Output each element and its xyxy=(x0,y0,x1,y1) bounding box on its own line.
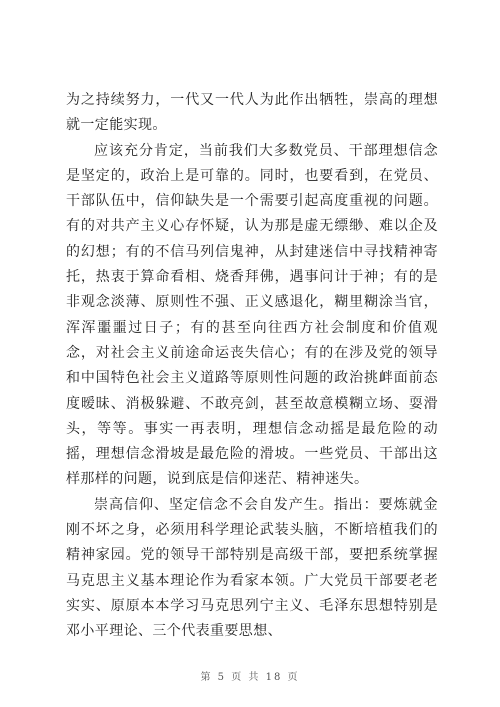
paragraph-1: 为之持续努力，一代又一代人为此作出牺牲，崇高的理想就一定能实现。 xyxy=(66,92,438,134)
document-body xyxy=(66,88,438,645)
page-number-footer: 第 5 页 共 18 页 xyxy=(200,672,300,683)
paragraph-2: 应该充分肯定，当前我们大多数党员、干部理想信念是坚定的，政治上是可靠的。同时，也要看到，在党员、干部队伍中，信仰缺失是一个需要引起高度重视的问题。有的对共产主义心存怀疑，认为那是虚无缥缈、难以企及的幻想；有的不信马列信鬼神，从封建迷信中寻找精神寄托，热衷于算命看相、烧香拜佛，遇事问计于神；有的是非观念淡薄、原则性不强、正义感退化，糊里糊涂当官，浑浑噩噩过日子；有的甚至向往西方社会制度和价值观念，对社会主义前途命运丧失信心；有的在涉及党的领导和中国特色社会主义道路等原则性问题的政治挑衅面前态度暧昧、消极躲避、不敢亮剑，甚至故意模糊立场、耍滑头，等等。事实一再表明，理想信念动摇是最危险的动摇，理想信念滑坡是最危险的滑坡。一些党员、干部出这样那样的问题，说到底是信仰迷茫、精神迷失。 xyxy=(66,142,438,488)
paragraph-3: 崇高信仰、坚定信念不会自发产生。指出：要炼就金刚不坏之身，必须用科学理论武装头脑，不断培植我们的精神家园。党的领导干部特别是高级干部，要把系统掌握马克思主义基本理论作为看家本领。广大党员干部要老老实实、原原本本学习马克思列宁主义、毛泽东思想特别是邓小平理论、三个代表重要思想、 xyxy=(66,496,438,640)
